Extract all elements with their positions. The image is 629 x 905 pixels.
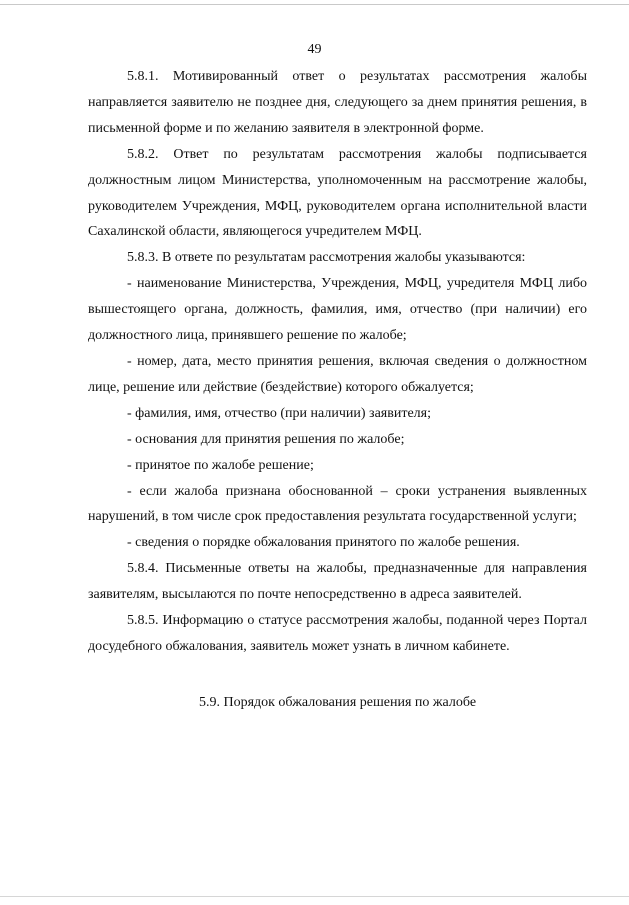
section-heading: 5.9. Порядок обжалования решения по жалобе	[198, 694, 477, 710]
list-item-remedy-terms: - если жалоба признана обоснованной – сроки устранения выявленных нарушений, в том числе срок предоставления результата государственной услуги;	[88, 483, 587, 525]
top-scan-edge	[0, 4, 629, 5]
list-item-appeal-procedure: - сведения о порядке обжалования принятого по жалобе решения.	[127, 535, 520, 551]
paragraph-5-8-3: 5.8.3. В ответе по результатам рассмотрения жалобы указываются:	[127, 250, 526, 266]
section-spacer	[88, 660, 587, 690]
paragraph-5-8-5: 5.8.5. Информацию о статусе рассмотрения жалобы, поданной через Портал досудебного обжалования, заявитель может узнать в личном кабинете.	[88, 613, 587, 654]
list-item-applicant-name: - фамилия, имя, отчество (при наличии) заявителя;	[127, 405, 431, 421]
paragraph-5-8-2: 5.8.2. Ответ по результатам рассмотрения жалобы подписывается должностным лицом Министерства, уполномоченным на рассмотрение жалобы, руководителем Учреждения, МФЦ, руководителем органа исполнительной власти Сахалинской области, являющегося учредителем МФЦ.	[88, 146, 587, 240]
paragraph-5-8-4: 5.8.4. Письменные ответы на жалобы, предназначенные для направления заявителям, высылаются по почте непосредственно в адреса заявителей.	[88, 561, 587, 603]
bottom-scan-edge	[0, 896, 629, 897]
document-body	[88, 64, 587, 716]
page-number: 49	[307, 42, 322, 57]
list-item-decision: - принятое по жалобе решение;	[127, 457, 314, 473]
list-item-grounds: - основания для принятия решения по жалобе;	[127, 431, 405, 447]
list-item-ministry-name: - наименование Министерства, Учреждения, МФЦ, учредителя МФЦ либо вышестоящего органа, должность, фамилия, имя, отчество (при наличии) его должностного лица, принявшего решение по жалобе;	[88, 276, 587, 344]
list-item-decision-details: - номер, дата, место принятия решения, включая сведения о должностном лице, решение или действие (бездействие) которого обжалуется;	[88, 353, 587, 395]
paragraph-5-8-1: 5.8.1. Мотивированный ответ о результатах рассмотрения жалобы направляется заявителю не позднее дня, следующего за днем принятия решения, в письменной форме и по желанию заявителя в электронной форме.	[88, 69, 587, 136]
